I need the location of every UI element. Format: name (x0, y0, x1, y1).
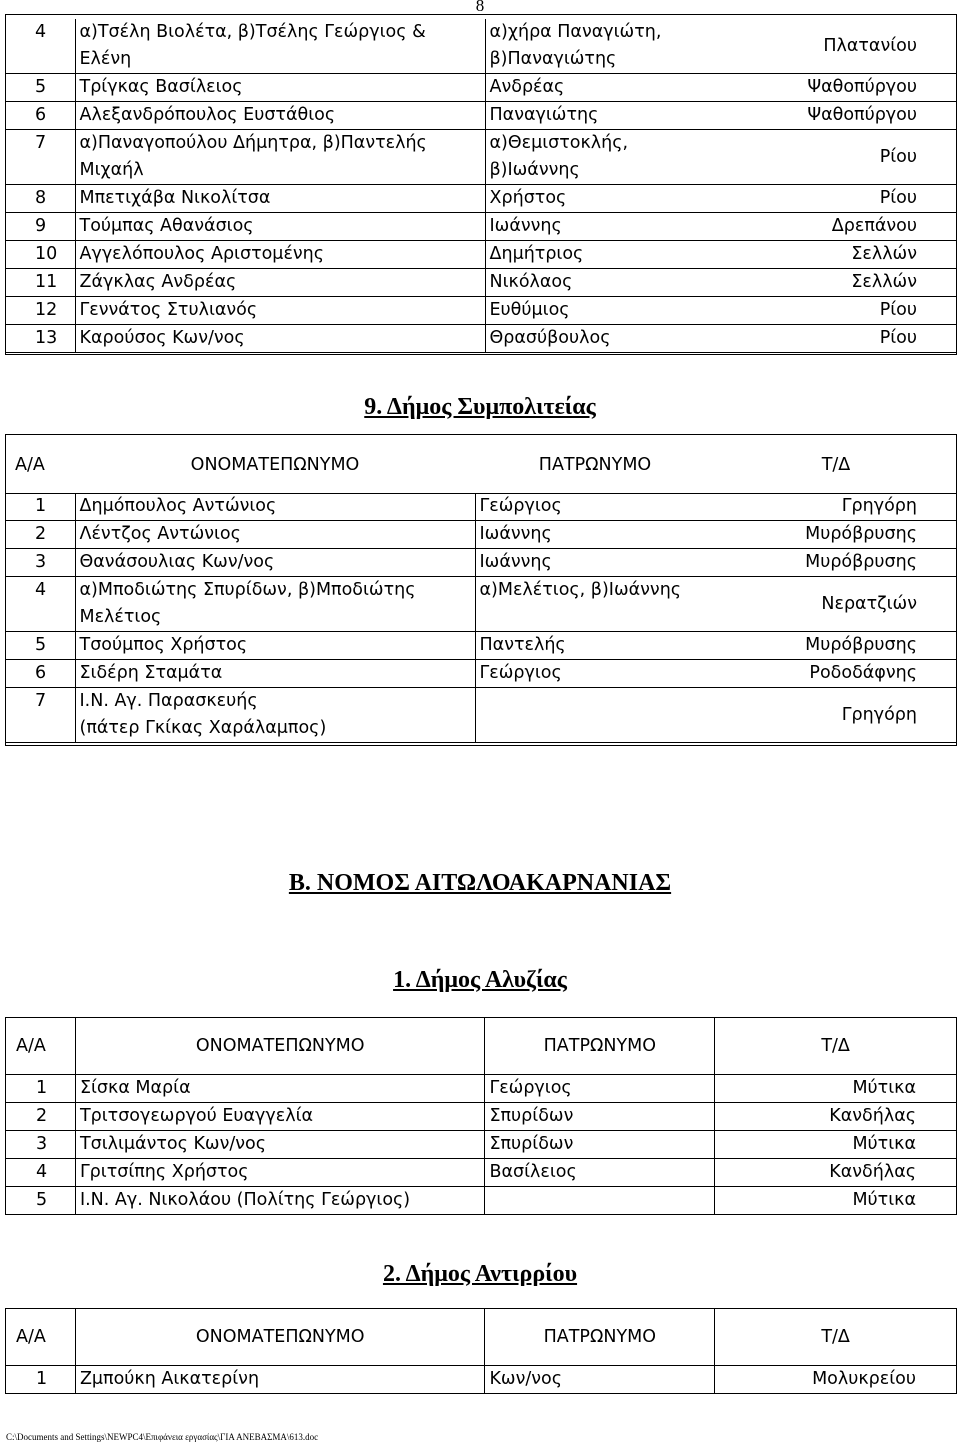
row-number: 5 (5, 632, 75, 660)
row-father-name: α)Θεμιστοκλής, β)Ιωάννης (485, 130, 715, 185)
row-name: α)Παναγοπούλου Δήμητρα, β)Παντελής Μιχαήλ (75, 130, 485, 185)
file-path-footer: C:\Documents and Settings\NEWPC4\Επιφάνεια εργασίας\ΓΙΑ ΑΝΕΒΑΣΜΑ\613.doc (6, 1432, 319, 1442)
row-place: Μυρόβρυσης (715, 549, 957, 577)
row-number: 2 (5, 521, 75, 549)
row-father-name: Παναγιώτης (485, 102, 715, 130)
row-number: 3 (6, 1131, 76, 1159)
row-name: Δημόπουλος Αντώνιος (75, 493, 475, 521)
table-row (5, 185, 957, 213)
table-row (5, 74, 957, 102)
row-name: Γεννάτος Στυλιανός (75, 297, 485, 325)
table-row (5, 632, 957, 660)
table-row (6, 1366, 957, 1394)
table-row (5, 325, 957, 353)
row-place: Μυρόβρυσης (715, 632, 957, 660)
table-row (5, 549, 957, 577)
row-name: Γριτσίπης Χρήστος (75, 1159, 485, 1187)
row-father-name: Χρήστος (485, 185, 715, 213)
table-row (5, 577, 957, 632)
table-row (5, 521, 957, 549)
row-number: 1 (6, 1366, 76, 1394)
table-row (5, 269, 957, 297)
row-father-name: α)χήρα Παναγιώτη, β)Παναγιώτης (485, 19, 715, 74)
header-full-name: ΟΝΟΜΑΤΕΠΩΝΥΜΟ (190, 454, 360, 475)
table-row (5, 241, 957, 269)
table-row (6, 1159, 957, 1187)
row-place: Κανδήλας (715, 1159, 957, 1187)
row-place: Δρεπάνου (715, 213, 957, 241)
row-father-name: Δημήτριος (485, 241, 715, 269)
row-father-name: Ανδρέας (485, 74, 715, 102)
row-place: Σελλών (715, 241, 957, 269)
row-number: 7 (5, 130, 75, 185)
row-name: Σιδέρη Σταμάτα (75, 660, 475, 688)
top-table (5, 19, 957, 353)
nomos-title: Β. ΝΟΜΟΣ ΑΙΤΩΛΟΑΚΑΡΝΑΝΙΑΣ (288, 870, 672, 896)
table-row (5, 688, 957, 743)
row-place: Κανδήλας (715, 1103, 957, 1131)
header-aa: Α/Α (6, 1309, 76, 1366)
table-row (6, 1131, 957, 1159)
row-place: Γρηγόρη (715, 493, 957, 521)
section-1-table (5, 1017, 957, 1215)
table-row (5, 213, 957, 241)
row-place: Γρηγόρη (715, 688, 957, 743)
row-father-name: Παντελής (475, 632, 715, 660)
row-name: Ι.Ν. Αγ. Παρασκευής (πάτερ Γκίκας Χαράλαμπος) (75, 688, 475, 743)
row-name: Καρούσος Κων/νος (75, 325, 485, 353)
table-row (5, 297, 957, 325)
row-father-name (475, 688, 715, 743)
row-number: 6 (5, 660, 75, 688)
row-place: Ροδοδάφνης (715, 660, 957, 688)
row-place: Μύτικα (715, 1075, 957, 1103)
row-name: α)Μποδιώτης Σπυρίδων, β)Μποδιώτης Μελέτιος (75, 577, 475, 632)
row-number: 9 (5, 213, 75, 241)
row-number: 4 (5, 577, 75, 632)
table-row (5, 493, 957, 521)
page-number: 8 (475, 0, 485, 15)
row-father-name: Θρασύβουλος (485, 325, 715, 353)
row-place: Σελλών (715, 269, 957, 297)
row-number: 4 (5, 19, 75, 74)
row-place: Ρίου (715, 185, 957, 213)
row-number: 1 (6, 1075, 76, 1103)
row-name: Ζάγκλας Ανδρέας (75, 269, 485, 297)
row-name: Τούμπας Αθανάσιος (75, 213, 485, 241)
header-father-name: ΠΑΤΡΩΝΥΜΟ (485, 1018, 715, 1075)
row-name: α)Τσέλη Βιολέτα, β)Τσέλης Γεώργιος & Ελένη (75, 19, 485, 74)
row-name: Θανάσουλιας Κων/νος (75, 549, 475, 577)
header-td: Τ/Δ (821, 454, 851, 475)
row-number: 4 (6, 1159, 76, 1187)
row-place: Μύτικα (715, 1187, 957, 1215)
row-name: Τριτσογεωργού Ευαγγελία (75, 1103, 485, 1131)
row-name: Τσιλιμάντος Κων/νος (75, 1131, 485, 1159)
row-name: Ζμπούκη Αικατερίνη (75, 1366, 485, 1394)
row-place: Μύτικα (715, 1131, 957, 1159)
table-row (5, 102, 957, 130)
row-father-name: α)Μελέτιος, β)Ιωάννης (475, 577, 715, 632)
row-father-name: Ιωάννης (475, 549, 715, 577)
section-2-table (5, 1308, 957, 1394)
header-father-name: ΠΑΤΡΩΝΥΜΟ (538, 454, 652, 475)
row-number: 2 (6, 1103, 76, 1131)
table-row (5, 19, 957, 74)
row-number: 1 (5, 493, 75, 521)
row-name: Τρίγκας Βασίλειος (75, 74, 485, 102)
row-father-name: Γεώργιος (475, 493, 715, 521)
section-1-title: 1. Δήμος Αλυζίας (393, 967, 567, 993)
row-number: 8 (5, 185, 75, 213)
row-number: 5 (5, 74, 75, 102)
row-name: Αγγελόπουλος Αριστομένης (75, 241, 485, 269)
row-father-name: Βασίλειος (485, 1159, 715, 1187)
row-name: Σίσκα Μαρία (75, 1075, 485, 1103)
header-aa: Α/Α (15, 454, 45, 475)
table-row (6, 1103, 957, 1131)
row-father-name: Γεώργιος (485, 1075, 715, 1103)
header-father-name: ΠΑΤΡΩΝΥΜΟ (485, 1309, 715, 1366)
row-father-name: Σπυρίδων (485, 1131, 715, 1159)
row-number: 12 (5, 297, 75, 325)
header-td: Τ/Δ (715, 1018, 957, 1075)
row-place: Πλατανίου (715, 19, 957, 74)
row-place: Ψαθοπύργου (715, 74, 957, 102)
row-father-name: Ιωάννης (475, 521, 715, 549)
header-full-name: ΟΝΟΜΑΤΕΠΩΝΥΜΟ (75, 1309, 485, 1366)
row-father-name (485, 1187, 715, 1215)
row-place: Μολυκρείου (715, 1366, 957, 1394)
section-2-title: 2. Δήμος Αντιρρίου (382, 1261, 578, 1287)
row-place: Ρίου (715, 130, 957, 185)
header-full-name: ΟΝΟΜΑΤΕΠΩΝΥΜΟ (75, 1018, 485, 1075)
section-9-table (5, 437, 957, 743)
table-header-row (5, 437, 957, 493)
row-number: 5 (6, 1187, 76, 1215)
row-father-name: Ευθύμιος (485, 297, 715, 325)
row-number: 11 (5, 269, 75, 297)
row-father-name: Ιωάννης (485, 213, 715, 241)
row-place: Μυρόβρυσης (715, 521, 957, 549)
row-number: 13 (5, 325, 75, 353)
row-place: Ρίου (715, 325, 957, 353)
header-aa: Α/Α (6, 1018, 76, 1075)
row-name: Λέντζος Αντώνιος (75, 521, 475, 549)
row-father-name: Νικόλαος (485, 269, 715, 297)
table-row (6, 1187, 957, 1215)
header-td: Τ/Δ (715, 1309, 957, 1366)
row-number: 10 (5, 241, 75, 269)
row-place: Ψαθοπύργου (715, 102, 957, 130)
table-row (6, 1075, 957, 1103)
row-name: Ι.Ν. Αγ. Νικολάου (Πολίτης Γεώργιος) (75, 1187, 485, 1215)
row-number: 3 (5, 549, 75, 577)
table-row (5, 660, 957, 688)
row-name: Αλεξανδρόπουλος Ευστάθιος (75, 102, 485, 130)
row-father-name: Κων/νος (485, 1366, 715, 1394)
table-row (5, 130, 957, 185)
table-header-row (6, 1309, 957, 1366)
section-9-title: 9. Δήμος Συμπολιτείας (364, 394, 596, 420)
table-header-row (6, 1018, 957, 1075)
row-name: Μπετιχάβα Νικολίτσα (75, 185, 485, 213)
row-name: Τσούμπος Χρήστος (75, 632, 475, 660)
row-number: 7 (5, 688, 75, 743)
row-place: Νερατζιών (715, 577, 957, 632)
row-number: 6 (5, 102, 75, 130)
row-father-name: Σπυρίδων (485, 1103, 715, 1131)
row-father-name: Γεώργιος (475, 660, 715, 688)
row-place: Ρίου (715, 297, 957, 325)
